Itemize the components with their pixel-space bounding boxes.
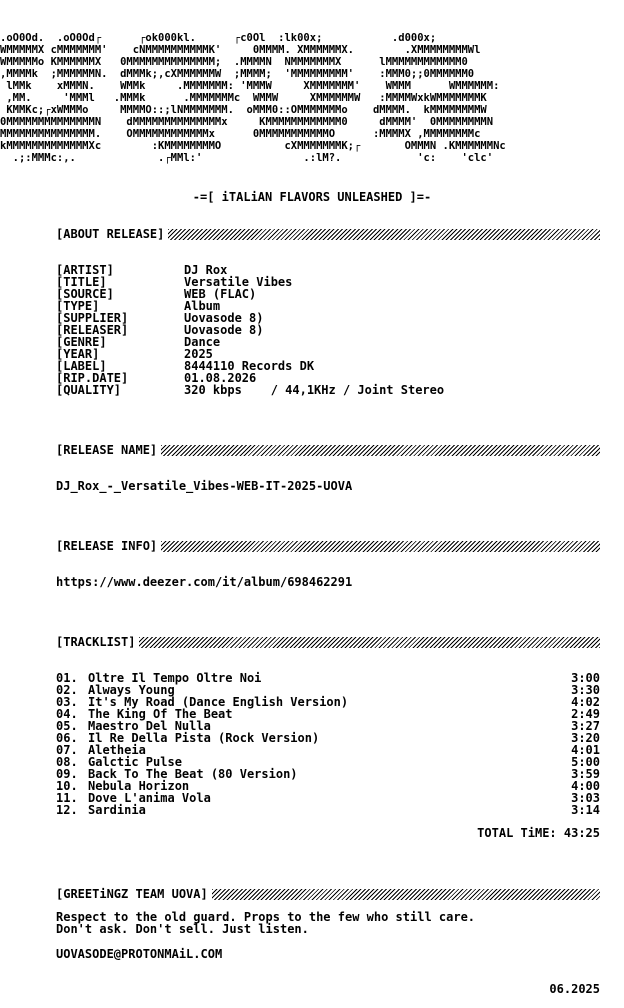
section-label: [GREETiNGZ TEAM UOVA] <box>56 887 208 901</box>
about-value: 320 kbps / 44,1KHz / Joint Stereo <box>184 383 445 397</box>
track-duration: 3:03 <box>571 791 600 805</box>
section-header-release-name <box>56 443 600 457</box>
track-duration: 4:02 <box>571 695 600 709</box>
section-divider-bar <box>139 637 600 648</box>
about-row <box>56 384 600 396</box>
contact-email: UOVASODE@PROTONMAiL.COM <box>56 947 223 961</box>
section-header-greetings <box>56 887 600 901</box>
track-number: 04. <box>56 707 78 721</box>
release-name: DJ_Rox_-_Versatile_Vibes-WEB-IT-2025-UOVA <box>56 479 353 493</box>
track-duration: 3:59 <box>571 767 600 781</box>
section-header-release-info <box>56 539 600 553</box>
track-title: Dove L'anima Vola <box>88 791 211 805</box>
track-title: Aletheia <box>88 743 146 757</box>
about-row <box>56 300 600 312</box>
section-divider-bar <box>212 889 600 900</box>
track-title: Always Young <box>88 683 175 697</box>
about-key: [TYPE] <box>56 299 100 313</box>
section-label: [ABOUT RELEASE] <box>56 227 165 241</box>
track-title: Back To The Beat (80 Version) <box>88 767 298 781</box>
about-key: [QUALITY] <box>56 383 122 397</box>
about-key: [RIP.DATE] <box>56 371 129 385</box>
about-row <box>56 264 600 276</box>
track-info <box>56 804 146 816</box>
track-number: 07. <box>56 743 78 757</box>
track-number: 10. <box>56 779 78 793</box>
section-header-tracklist <box>56 635 600 649</box>
release-date-footer: 06.2025 <box>549 982 600 996</box>
release-info-url: https://www.deezer.com/it/album/698462291 <box>56 575 353 589</box>
greetings-line-1: Respect to the old guard. Props to the few who still care. <box>56 910 476 924</box>
track-row <box>56 804 600 816</box>
about-row <box>56 288 600 300</box>
track-title: Oltre Il Tempo Oltre Noi <box>88 671 262 685</box>
total-time: TOTAL TiME: 43:25 <box>477 826 600 840</box>
about-key: [RELEASER] <box>56 323 129 337</box>
section-header-about <box>56 227 600 241</box>
about-row <box>56 360 600 372</box>
track-duration: 5:00 <box>571 755 600 769</box>
about-value: Uovasode 8) <box>184 311 264 325</box>
track-duration: 3:27 <box>571 719 600 733</box>
track-duration: 2:49 <box>571 707 600 721</box>
ascii-art-logo: .oO0Od. .oO0Od┌ ┌ok000kl. ┌c0Ol :lk00x; .d000x; WMMMMMX cMMMMMMM' cNMMMMMMMMMMK' 0MMMM. XMMMMMMX. .XMMMMMMMMWl WMMMMMo KMMMMMMX 0MMMMMMMMMMMMMM; .MMMMN NMMMMMMMX lMMMMMMMMMMMM0 ,MMMMk ;MMMMMMN. dMMMk;,cXMMMMMMW ;MMMM; 'MMMMMMMMM' :MMM0;;0MMMMMM0 lMMk xMMMN. WMMk .MMMMMMM: 'MMMW XMMMMMMM' WMMM WMMMMMM: ,MM. 'MMMl .MMMk .MMMMMMMc WMMW XMMMMMMW :MMMMWxkWMMMMMMMK KMMKc;┌xWMMMo MMMMO::;lNMMMMMMM. oMMM0::OMMMMMMMo dMMMM. kMMMMMMMMW 0MMMMMMMMMMMMMMN dMMMMMMMMMMMMMMx KMMMMMMMMMMMM0 dMMMM' 0MMMMMMMMN MMMMMMMMMMMMMMM. OMMMMMMMMMMMMx 0MMMMMMMMMMMO :MMMMX ,MMMMMMMMc kMMMMMMMMMMMMMXc :KMMMMMMMMO cXMMMMMMMK;┌ OMMMN .KMMMMMMNc .;:MMMc:,. .┌MMl:' .:lM?. 'c: 'clc' <box>0 32 506 164</box>
about-row <box>56 348 600 360</box>
about-key: [TITLE] <box>56 275 107 289</box>
section-divider-bar <box>161 541 600 552</box>
about-row <box>56 312 600 324</box>
about-key: [GENRE] <box>56 335 107 349</box>
track-number: 11. <box>56 791 78 805</box>
track-title: Galctic Pulse <box>88 755 182 769</box>
about-value: Dance <box>184 335 221 349</box>
track-title: Nebula Horizon <box>88 779 190 793</box>
about-value: Album <box>184 299 221 313</box>
track-title: Maestro Del Nulla <box>88 719 211 733</box>
track-title: Il Re Della Pista (Rock Version) <box>88 731 320 745</box>
about-key: [SUPPLIER] <box>56 311 129 325</box>
about-value: 01.08.2026 <box>184 371 257 385</box>
track-duration: 3:20 <box>571 731 600 745</box>
track-duration: 4:01 <box>571 743 600 757</box>
track-number: 09. <box>56 767 78 781</box>
about-row <box>56 324 600 336</box>
section-label: [TRACKLIST] <box>56 635 136 649</box>
section-divider-bar <box>161 445 600 456</box>
track-duration: 3:30 <box>571 683 600 697</box>
track-number: 05. <box>56 719 78 733</box>
about-key: [LABEL] <box>56 359 107 373</box>
tagline: -=[ iTALiAN FLAVORS UNLEASHED ]=- <box>192 190 432 204</box>
track-title: Sardinia <box>88 803 146 817</box>
about-value: WEB (FLAC) <box>184 287 257 301</box>
track-duration: 4:00 <box>571 779 600 793</box>
about-value: Versatile Vibes <box>184 275 293 289</box>
track-number: 08. <box>56 755 78 769</box>
track-title: It's My Road (Dance English Version) <box>88 695 349 709</box>
section-divider-bar <box>168 229 600 240</box>
section-label: [RELEASE INFO] <box>56 539 158 553</box>
about-key: [YEAR] <box>56 347 100 361</box>
track-title: The King Of The Beat <box>88 707 233 721</box>
about-row <box>56 336 600 348</box>
greetings-line-2: Don't ask. Don't sell. Just listen. <box>56 922 309 936</box>
track-duration: 3:14 <box>571 803 600 817</box>
about-key: [ARTIST] <box>56 263 114 277</box>
track-number: 02. <box>56 683 78 697</box>
about-value: Uovasode 8) <box>184 323 264 337</box>
track-duration: 3:00 <box>571 671 600 685</box>
track-number: 01. <box>56 671 78 685</box>
track-number: 12. <box>56 803 78 817</box>
track-number: 03. <box>56 695 78 709</box>
about-row <box>56 276 600 288</box>
about-release-list <box>56 264 600 396</box>
section-label: [RELEASE NAME] <box>56 443 158 457</box>
about-value: 2025 <box>184 347 213 361</box>
about-value: DJ Rox <box>184 263 228 277</box>
about-key: [SOURCE] <box>56 287 114 301</box>
tracklist <box>56 672 600 816</box>
track-number: 06. <box>56 731 78 745</box>
about-value: 8444110 Records DK <box>184 359 315 373</box>
